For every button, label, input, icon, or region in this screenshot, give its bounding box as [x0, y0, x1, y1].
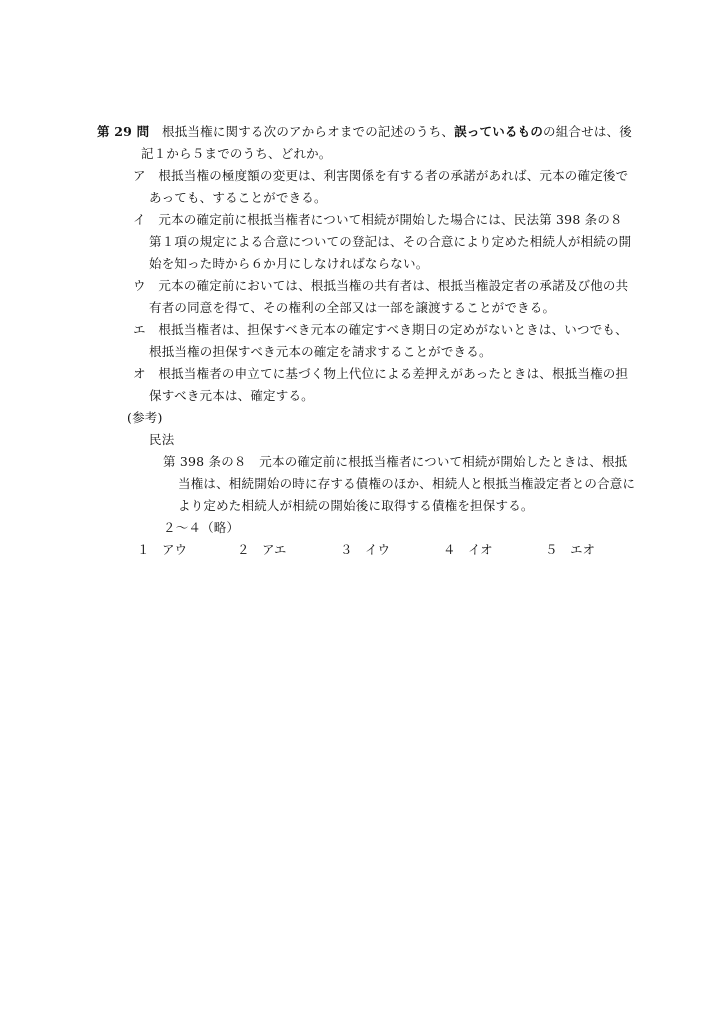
choice-number: ３ [340, 542, 353, 557]
choice-2 [237, 539, 286, 561]
question-stem-line-1 [97, 121, 632, 143]
reference-article-line-3: より定めた相続人が相続の開始後に取得する債権を担保する。 [178, 498, 534, 513]
choice-4 [443, 539, 493, 561]
statement-i-line-3: 始を知った時から６か月にしなければならない。 [149, 256, 429, 271]
statement-i-line-1: イ 元本の確定前に根抵当権者について相続が開始した場合には、民法第 398 条の８ [133, 212, 623, 227]
reference-law-name: 民法 [149, 432, 175, 447]
choice-text: エオ [570, 542, 596, 557]
question-emphasis: 誤っているもの [454, 124, 544, 139]
choice-number: ４ [443, 542, 456, 557]
statement-a-line-1: ア 根抵当権の極度額の変更は、利害関係を有する者の承諾があれば、元本の確定後で [133, 168, 629, 183]
reference-article-line-1: 第 398 条の８ 元本の確定前に根抵当権者について相続が開始したときは、根抵 [163, 454, 628, 469]
statement-u-line-2: 有者の同意を得て、その権利の全部又は一部を譲渡することができる。 [149, 300, 556, 315]
choice-number: ５ [545, 542, 558, 557]
choice-5 [545, 539, 595, 561]
question-stem-tail: の組合せは、後 [543, 124, 632, 139]
choice-number: １ [137, 542, 150, 557]
choice-number: ２ [237, 542, 250, 557]
reference-heading: (参考) [127, 410, 163, 425]
statement-o-line-1: オ 根抵当権者の申立てに基づく物上代位による差押えがあったときは、根抵当権の担 [133, 366, 629, 381]
reference-omitted: ２～４（略） [163, 520, 240, 535]
statement-o-line-2: 保すべき元本は、確定する。 [149, 388, 314, 403]
statement-e-line-1: エ 根抵当権者は、担保すべき元本の確定すべき期日の定めがないときは、いつでも、 [133, 322, 628, 337]
choice-text: アウ [162, 542, 188, 557]
choice-3 [340, 539, 390, 561]
choice-text: アエ [262, 542, 287, 557]
question-number: 第 29 問 [97, 124, 150, 139]
choice-1 [137, 539, 187, 561]
statement-e-line-2: 根抵当権の担保すべき元本の確定を請求することができる。 [149, 344, 492, 359]
statement-u-line-1: ウ 元本の確定前においては、根抵当権の共有者は、根抵当権設定者の承諾及び他の共 [133, 278, 629, 293]
reference-article-line-2: 当権は、相続開始の時に存する債権のほか、相続人と根抵当権設定者との合意に [178, 476, 636, 491]
choice-text: イオ [468, 542, 493, 557]
question-stem-line-2: 記１から５までのうち、どれか。 [141, 146, 332, 161]
question-stem-text: 根抵当権に関する次のアからオまでの記述のうち、 [162, 124, 455, 139]
choice-text: イウ [365, 542, 391, 557]
statement-i-line-2: 第１項の規定による合意についての登記は、その合意により定めた相続人が相続の開 [149, 234, 632, 249]
statement-a-line-2: あっても、することができる。 [149, 190, 327, 205]
